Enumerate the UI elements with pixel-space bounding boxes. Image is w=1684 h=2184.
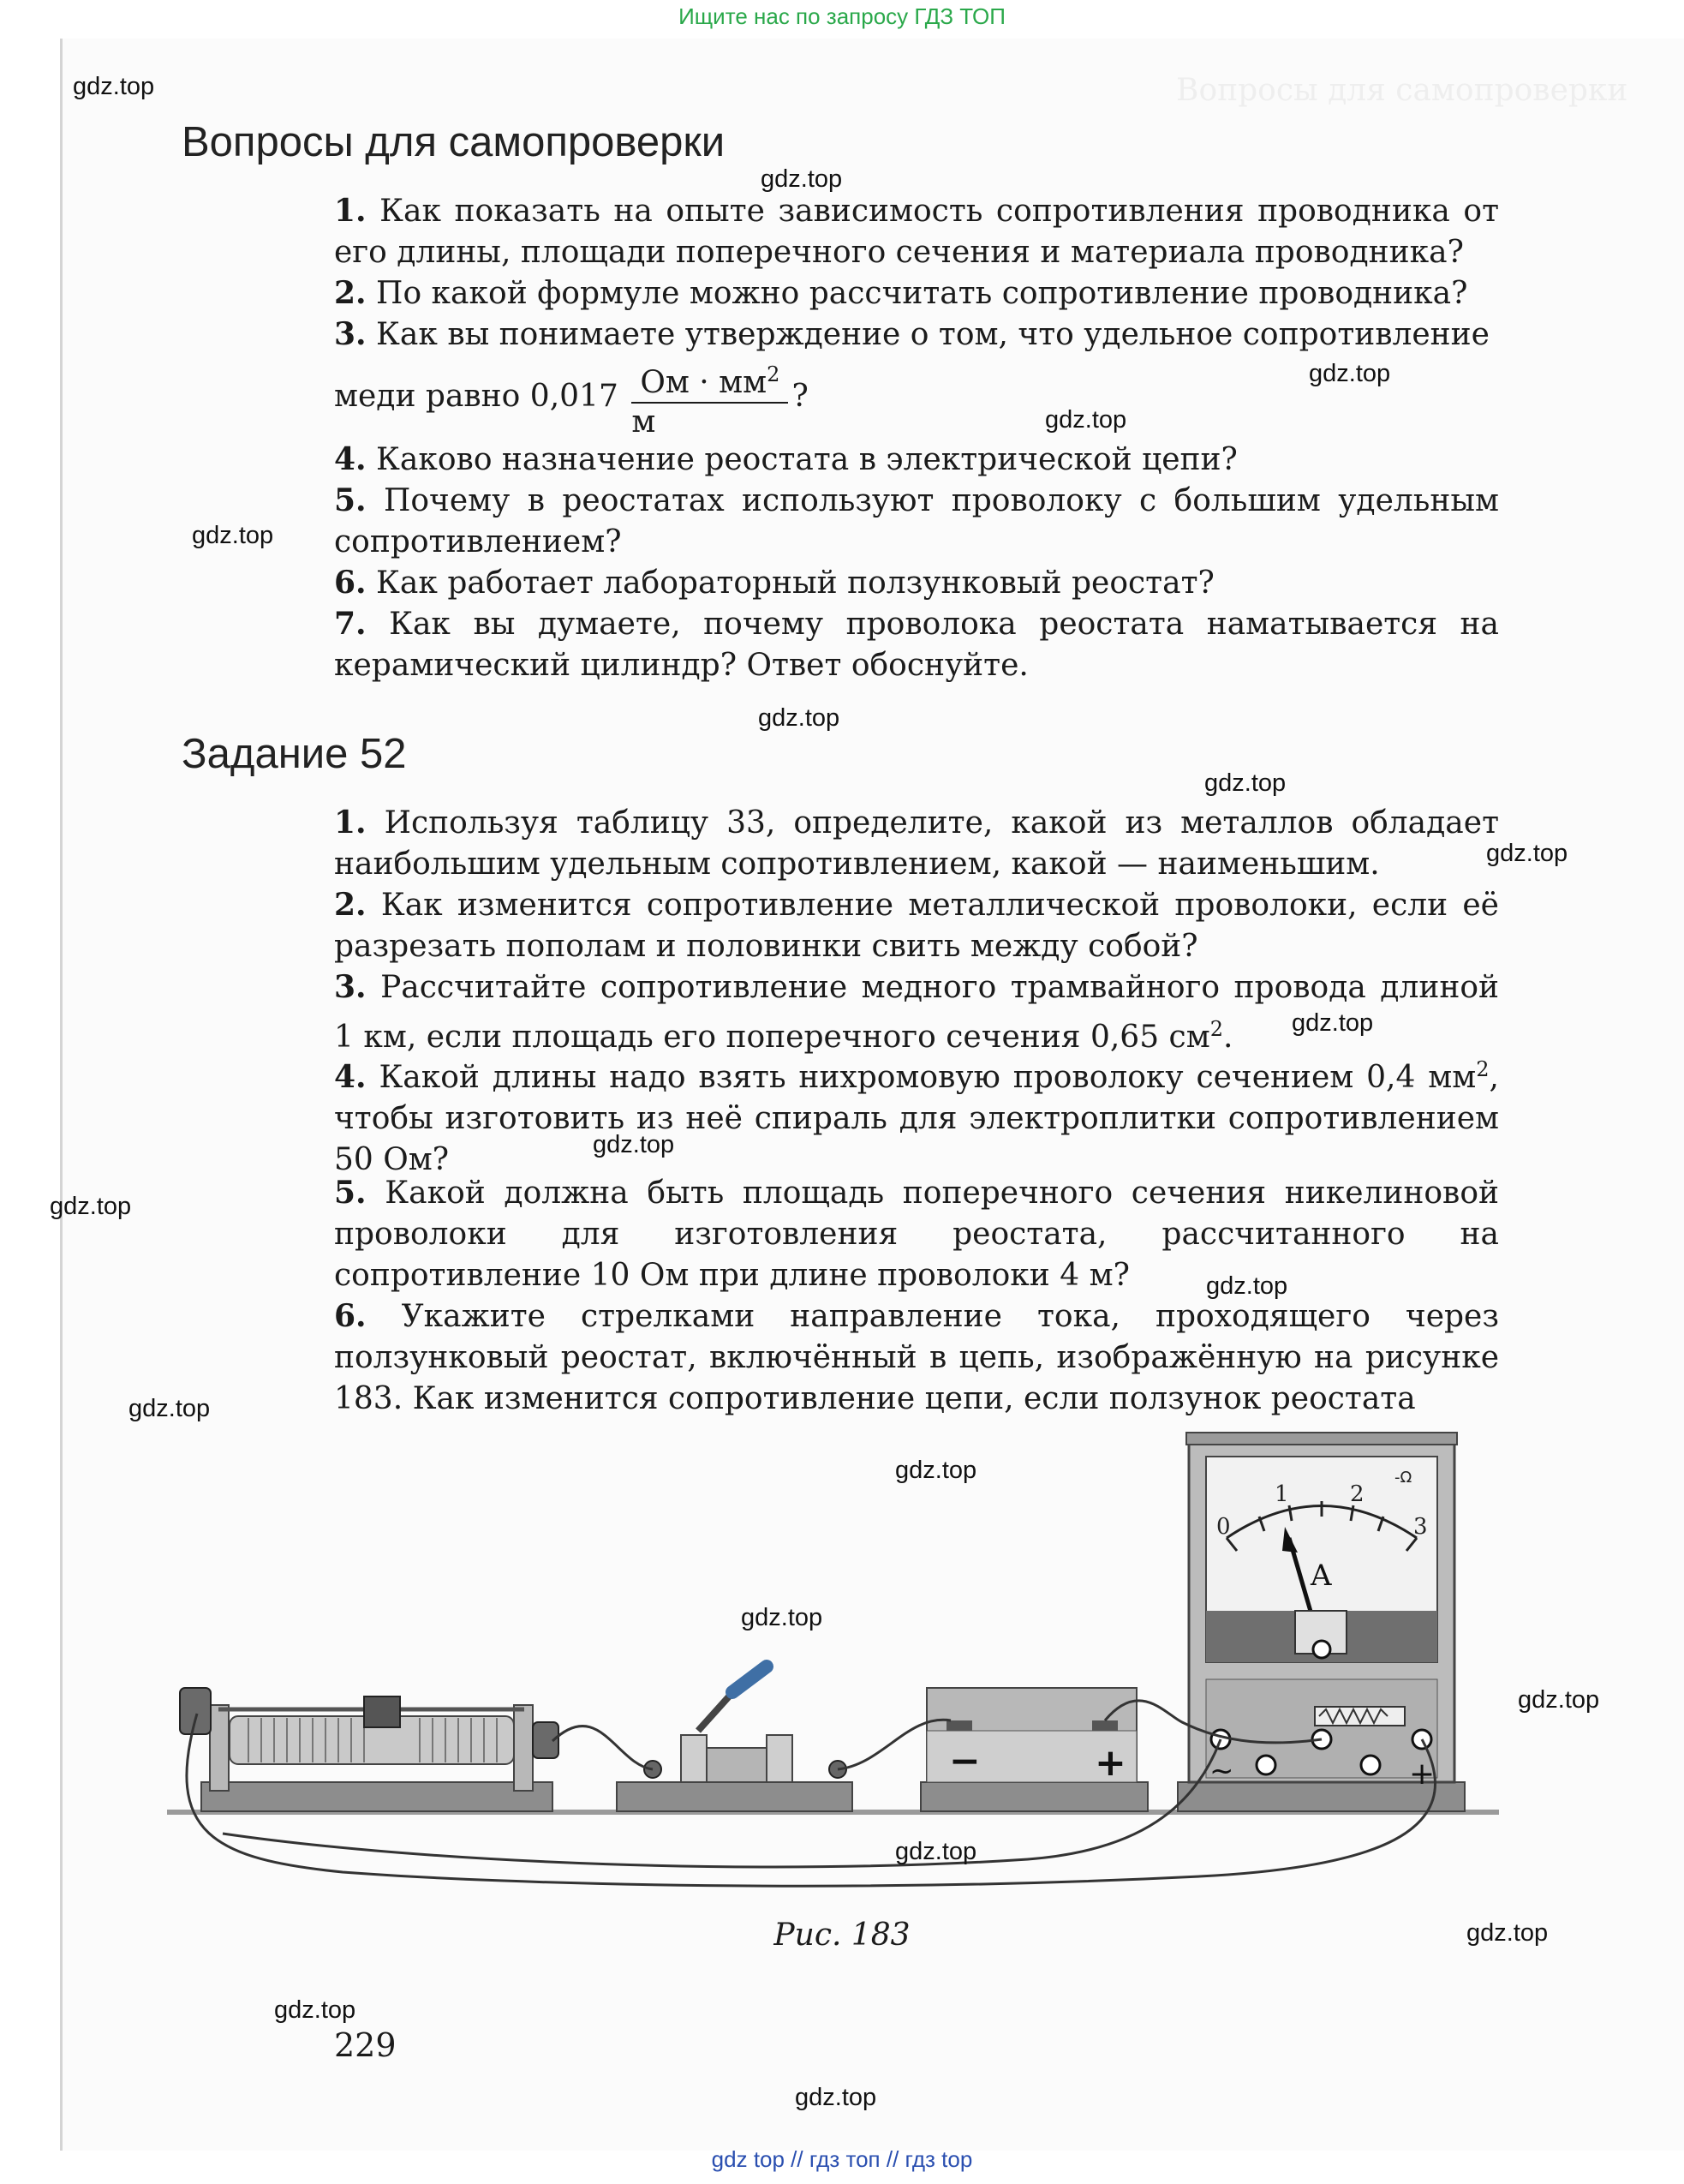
- task-number: 3.: [334, 969, 367, 1005]
- watermark[interactable]: gdz.top: [50, 1193, 132, 1220]
- bottom-banner[interactable]: gdz top // гдз топ // гдз top: [711, 2146, 973, 2172]
- knife-switch: [617, 1666, 852, 1811]
- question-text: По какой формуле можно рассчитать сопротивление проводника?: [376, 276, 1468, 311]
- task-text: Используя таблицу 33, определите, какой из металлов обладает наибольшим удельным сопротивлением, какой — наименьшим.: [334, 805, 1499, 882]
- top-banner[interactable]: Ищите нас по запросу ГДЗ ТОП: [678, 3, 1006, 29]
- watermark[interactable]: gdz.top: [274, 1996, 356, 2024]
- task-number: 2.: [334, 887, 367, 923]
- watermark[interactable]: gdz.top: [758, 704, 840, 732]
- meter-corner-mark: -Ω: [1394, 1469, 1412, 1487]
- question-number: 3.: [334, 316, 367, 352]
- task-number: 1.: [334, 805, 367, 841]
- watermark[interactable]: gdz.top: [1204, 769, 1287, 797]
- book-page: Вопросы для самопроверки: [60, 39, 1684, 2151]
- question-text: Как вы думаете, почему проволока реостата наматывается на керамический цилиндр? Ответ обоснуйте.: [334, 607, 1499, 683]
- watermark[interactable]: gdz.top: [895, 1457, 977, 1484]
- battery-minus-label: −: [949, 1739, 981, 1783]
- question-end: ?: [791, 379, 809, 414]
- task-text: Какой длины надо взять нихромовую проволоку сечением 0,4 мм: [379, 1060, 1477, 1095]
- rheostat-left-terminal: [180, 1688, 211, 1734]
- meter-letter-a: A: [1311, 1559, 1332, 1593]
- watermark[interactable]: gdz.top: [795, 2084, 877, 2111]
- watermark[interactable]: gdz.top: [1518, 1686, 1600, 1714]
- meter-tilde-label: ~: [1209, 1754, 1234, 1788]
- watermark[interactable]: gdz.top: [192, 522, 274, 549]
- question-text: Как работает лабораторный ползунковый реостат?: [376, 565, 1215, 601]
- question-text: Почему в реостатах используют проволоку с большим удельным сопротивлением?: [334, 483, 1499, 559]
- scale-label-3: 3: [1413, 1514, 1428, 1540]
- task-end: .: [1223, 1020, 1233, 1055]
- ammeter: [1178, 1433, 1465, 1811]
- question-number: 5.: [334, 482, 367, 518]
- scale-label-1: 1: [1275, 1481, 1289, 1507]
- watermark[interactable]: gdz.top: [128, 1395, 211, 1422]
- switch-handle: [732, 1666, 767, 1692]
- watermark[interactable]: gdz.top: [895, 1838, 977, 1865]
- watermark[interactable]: gdz.top: [741, 1604, 823, 1631]
- fraction-numerator: Ом · мм: [640, 365, 767, 400]
- task-number: 6.: [334, 1298, 367, 1334]
- watermark[interactable]: gdz.top: [593, 1131, 675, 1158]
- watermark[interactable]: gdz.top: [1045, 406, 1127, 434]
- section-title-self-check: Вопросы для самопроверки: [182, 119, 726, 165]
- watermark[interactable]: gdz.top: [1309, 360, 1391, 387]
- question-number: 4.: [334, 441, 367, 477]
- task-number: 5.: [334, 1175, 367, 1211]
- rheostat: [180, 1688, 558, 1811]
- task-power: 2: [1209, 1017, 1223, 1041]
- watermark[interactable]: gdz.top: [1292, 1009, 1374, 1037]
- question-number: 2.: [334, 275, 367, 311]
- rheostat-slider: [364, 1696, 400, 1727]
- watermark[interactable]: gdz.top: [761, 165, 843, 193]
- scale-label-2: 2: [1350, 1481, 1365, 1507]
- question-text-tail: меди равно 0,017: [334, 379, 618, 414]
- task-text: Рассчитайте сопротивление медного трамвайного провода длиной 1 км, если площадь его поперечного сечения 0,65 см: [334, 970, 1499, 1055]
- task-number: 4.: [334, 1059, 367, 1095]
- task-text: Укажите стрелками направление тока, проходящего через ползунковый реостат, включённый в цепь, изображённую на рисунке 183. Как изменится сопротивление цепи, если ползунок реостата: [334, 1299, 1499, 1416]
- meter-plus-label: +: [1409, 1756, 1436, 1792]
- task-text: Как изменится сопротивление металлической проволоки, если её разрезать пополам и половинки свить между собой?: [334, 888, 1499, 964]
- question-text: Как вы понимаете утверждение о том, что удельное сопротивление: [376, 317, 1490, 352]
- watermark[interactable]: gdz.top: [73, 73, 155, 100]
- watermark[interactable]: gdz.top: [1466, 1919, 1549, 1947]
- task-text: Какой должна быть площадь поперечного сечения никелиновой проволоки для изготовления реостата, рассчитанного на сопротивление 10 Ом при длине проволоки 4 м?: [334, 1176, 1499, 1293]
- fraction-numerator-power: 2: [767, 362, 780, 386]
- question-number: 6.: [334, 565, 367, 601]
- watermark[interactable]: gdz.top: [1486, 840, 1568, 867]
- watermark[interactable]: gdz.top: [1206, 1272, 1288, 1300]
- page-number: 229: [334, 2026, 397, 2064]
- task-end: , чтобы изготовить из неё спираль для электроплитки сопротивлением 50 Ом?: [334, 1060, 1499, 1177]
- question-number: 7.: [334, 606, 367, 642]
- battery-plus-label: +: [1095, 1741, 1126, 1785]
- task-power: 2: [1476, 1057, 1490, 1081]
- scale-label-0: 0: [1216, 1514, 1231, 1540]
- section-title-task-52: Задание 52: [182, 731, 407, 777]
- fraction-denominator: м: [631, 404, 656, 440]
- battery: [921, 1688, 1148, 1811]
- question-text: Как показать на опыте зависимость сопротивления проводника от его длины, площади поперечного сечения и материала проводника?: [334, 194, 1499, 270]
- question-number: 1.: [334, 193, 367, 229]
- figure-caption: Рис. 183: [773, 1918, 911, 1953]
- question-text: Каково назначение реостата в электрической цепи?: [376, 442, 1238, 477]
